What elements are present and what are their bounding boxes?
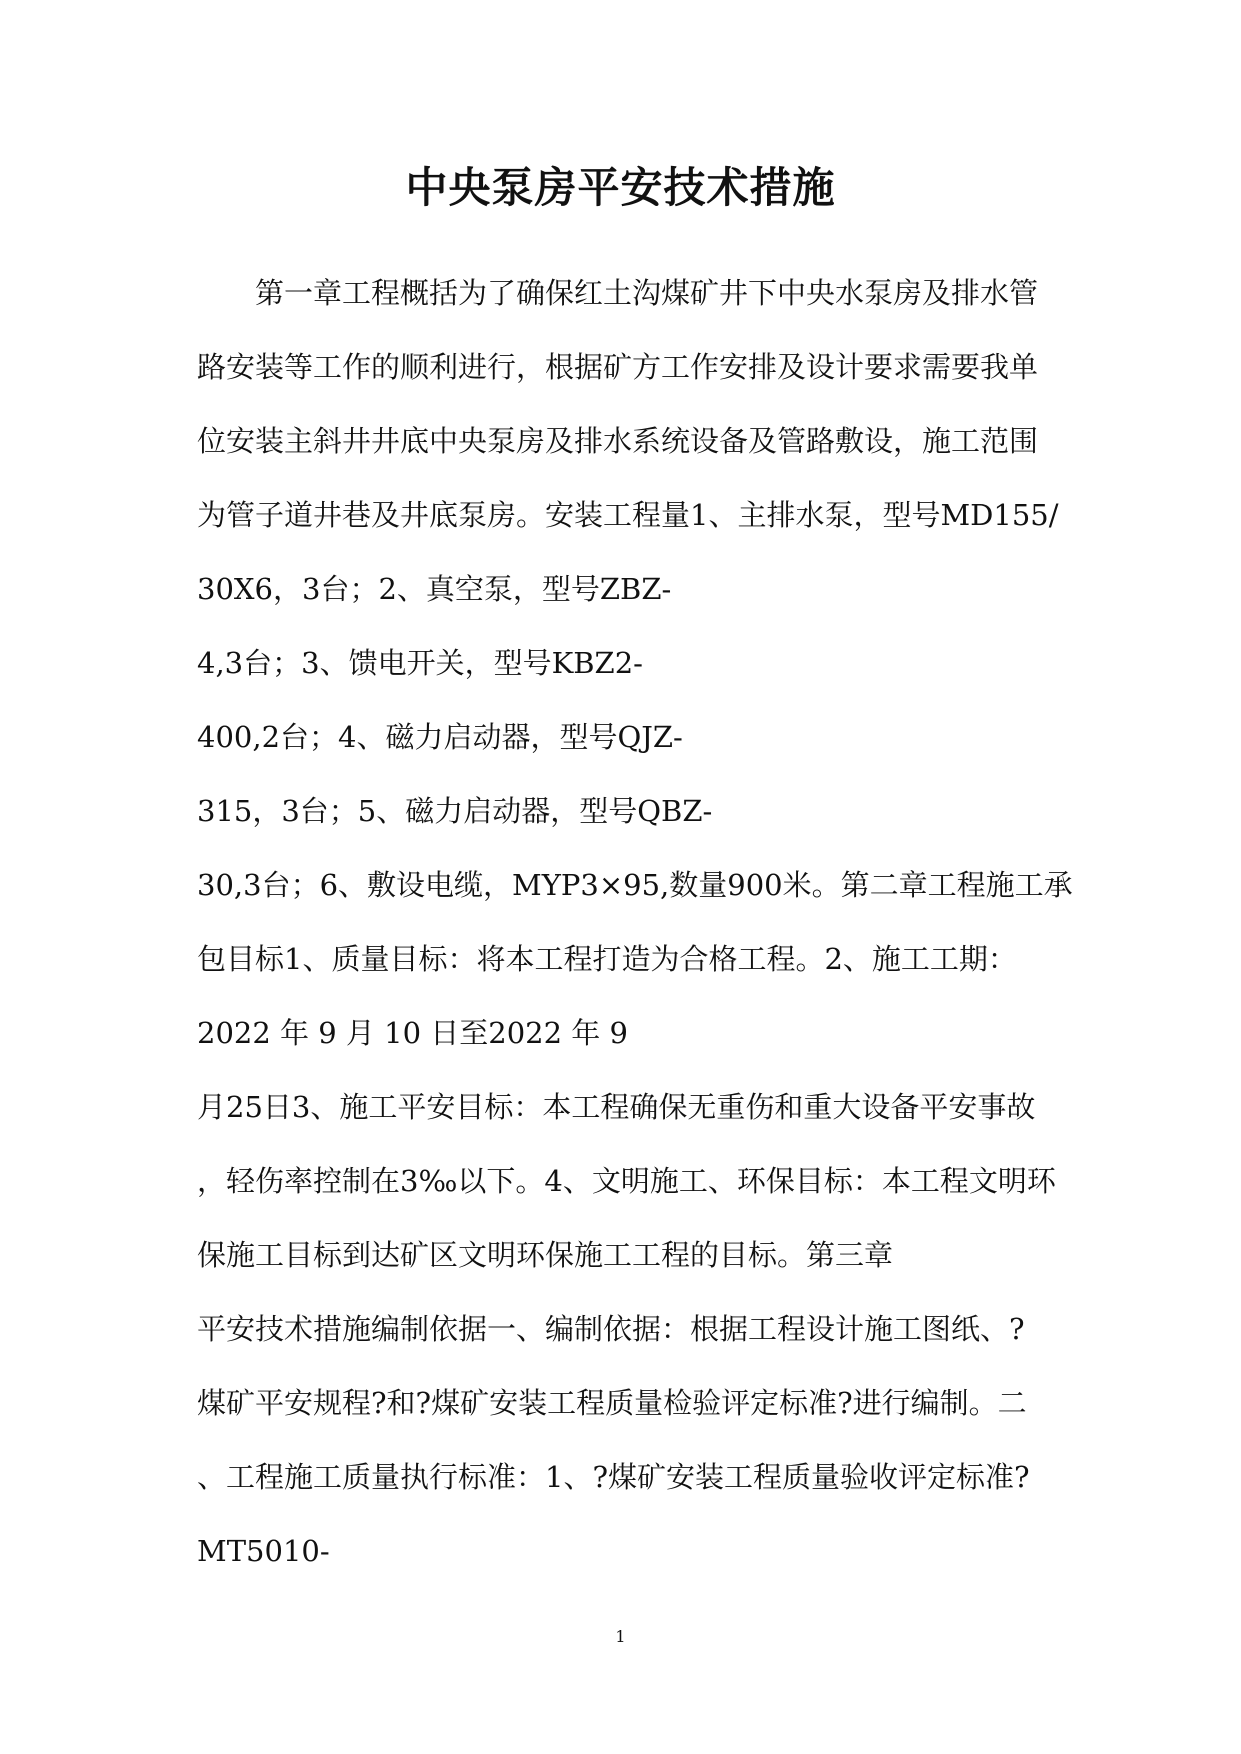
- document-title: 中央泵房平安技术措施: [405, 163, 836, 212]
- document-body: [197, 265, 1073, 1597]
- body-line: 月25日3、施工平安目标：本工程确保无重伤和重大设备平安事故: [197, 1090, 1036, 1124]
- body-line: 315，3台；5、磁力启动器，型号QBZ-: [197, 794, 713, 828]
- body-line: 包目标1、质量目标：将本工程打造为合格工程。2、施工工期：: [197, 942, 1017, 976]
- body-line: 30X6，3台；2、真空泵，型号ZBZ-: [197, 572, 672, 606]
- body-line: 、工程施工质量执行标准：1、?煤矿安装工程质量验收评定标准?: [197, 1460, 1030, 1494]
- body-line: 2022 年 9 月 10 日至2022 年 9: [197, 1016, 628, 1050]
- body-line: 为管子道井巷及井底泵房。安装工程量1、主排水泵，型号MD155/: [197, 498, 1059, 532]
- body-line: ，轻伤率控制在3‰以下。4、文明施工、环保目标：本工程文明环: [197, 1164, 1056, 1198]
- body-line: 煤矿平安规程?和?煤矿安装工程质量检验评定标准?进行编制。二: [197, 1386, 1027, 1420]
- body-line: 第一章工程概括为了确保红土沟煤矿井下中央水泵房及排水管: [255, 276, 1039, 310]
- body-line: 位安装主斜井井底中央泵房及排水系统设备及管路敷设，施工范围: [197, 424, 1039, 458]
- body-line: 4,3台；3、馈电开关，型号KBZ2-: [197, 646, 643, 680]
- body-line: 路安装等工作的顺利进行，根据矿方工作安排及设计要求需要我单: [197, 350, 1039, 384]
- body-line: 平安技术措施编制依据一、编制依据：根据工程设计施工图纸、?: [197, 1312, 1025, 1346]
- body-line: 400,2台；4、磁力启动器，型号QJZ-: [197, 720, 683, 754]
- body-line: 30,3台；6、敷设电缆，MYP3×95,数量900米。第二章工程施工承: [197, 868, 1073, 902]
- page-number: 1: [615, 1627, 626, 1646]
- body-line: 保施工目标到达矿区文明环保施工工程的目标。第三章: [197, 1238, 894, 1272]
- body-line: MT5010-: [197, 1534, 330, 1568]
